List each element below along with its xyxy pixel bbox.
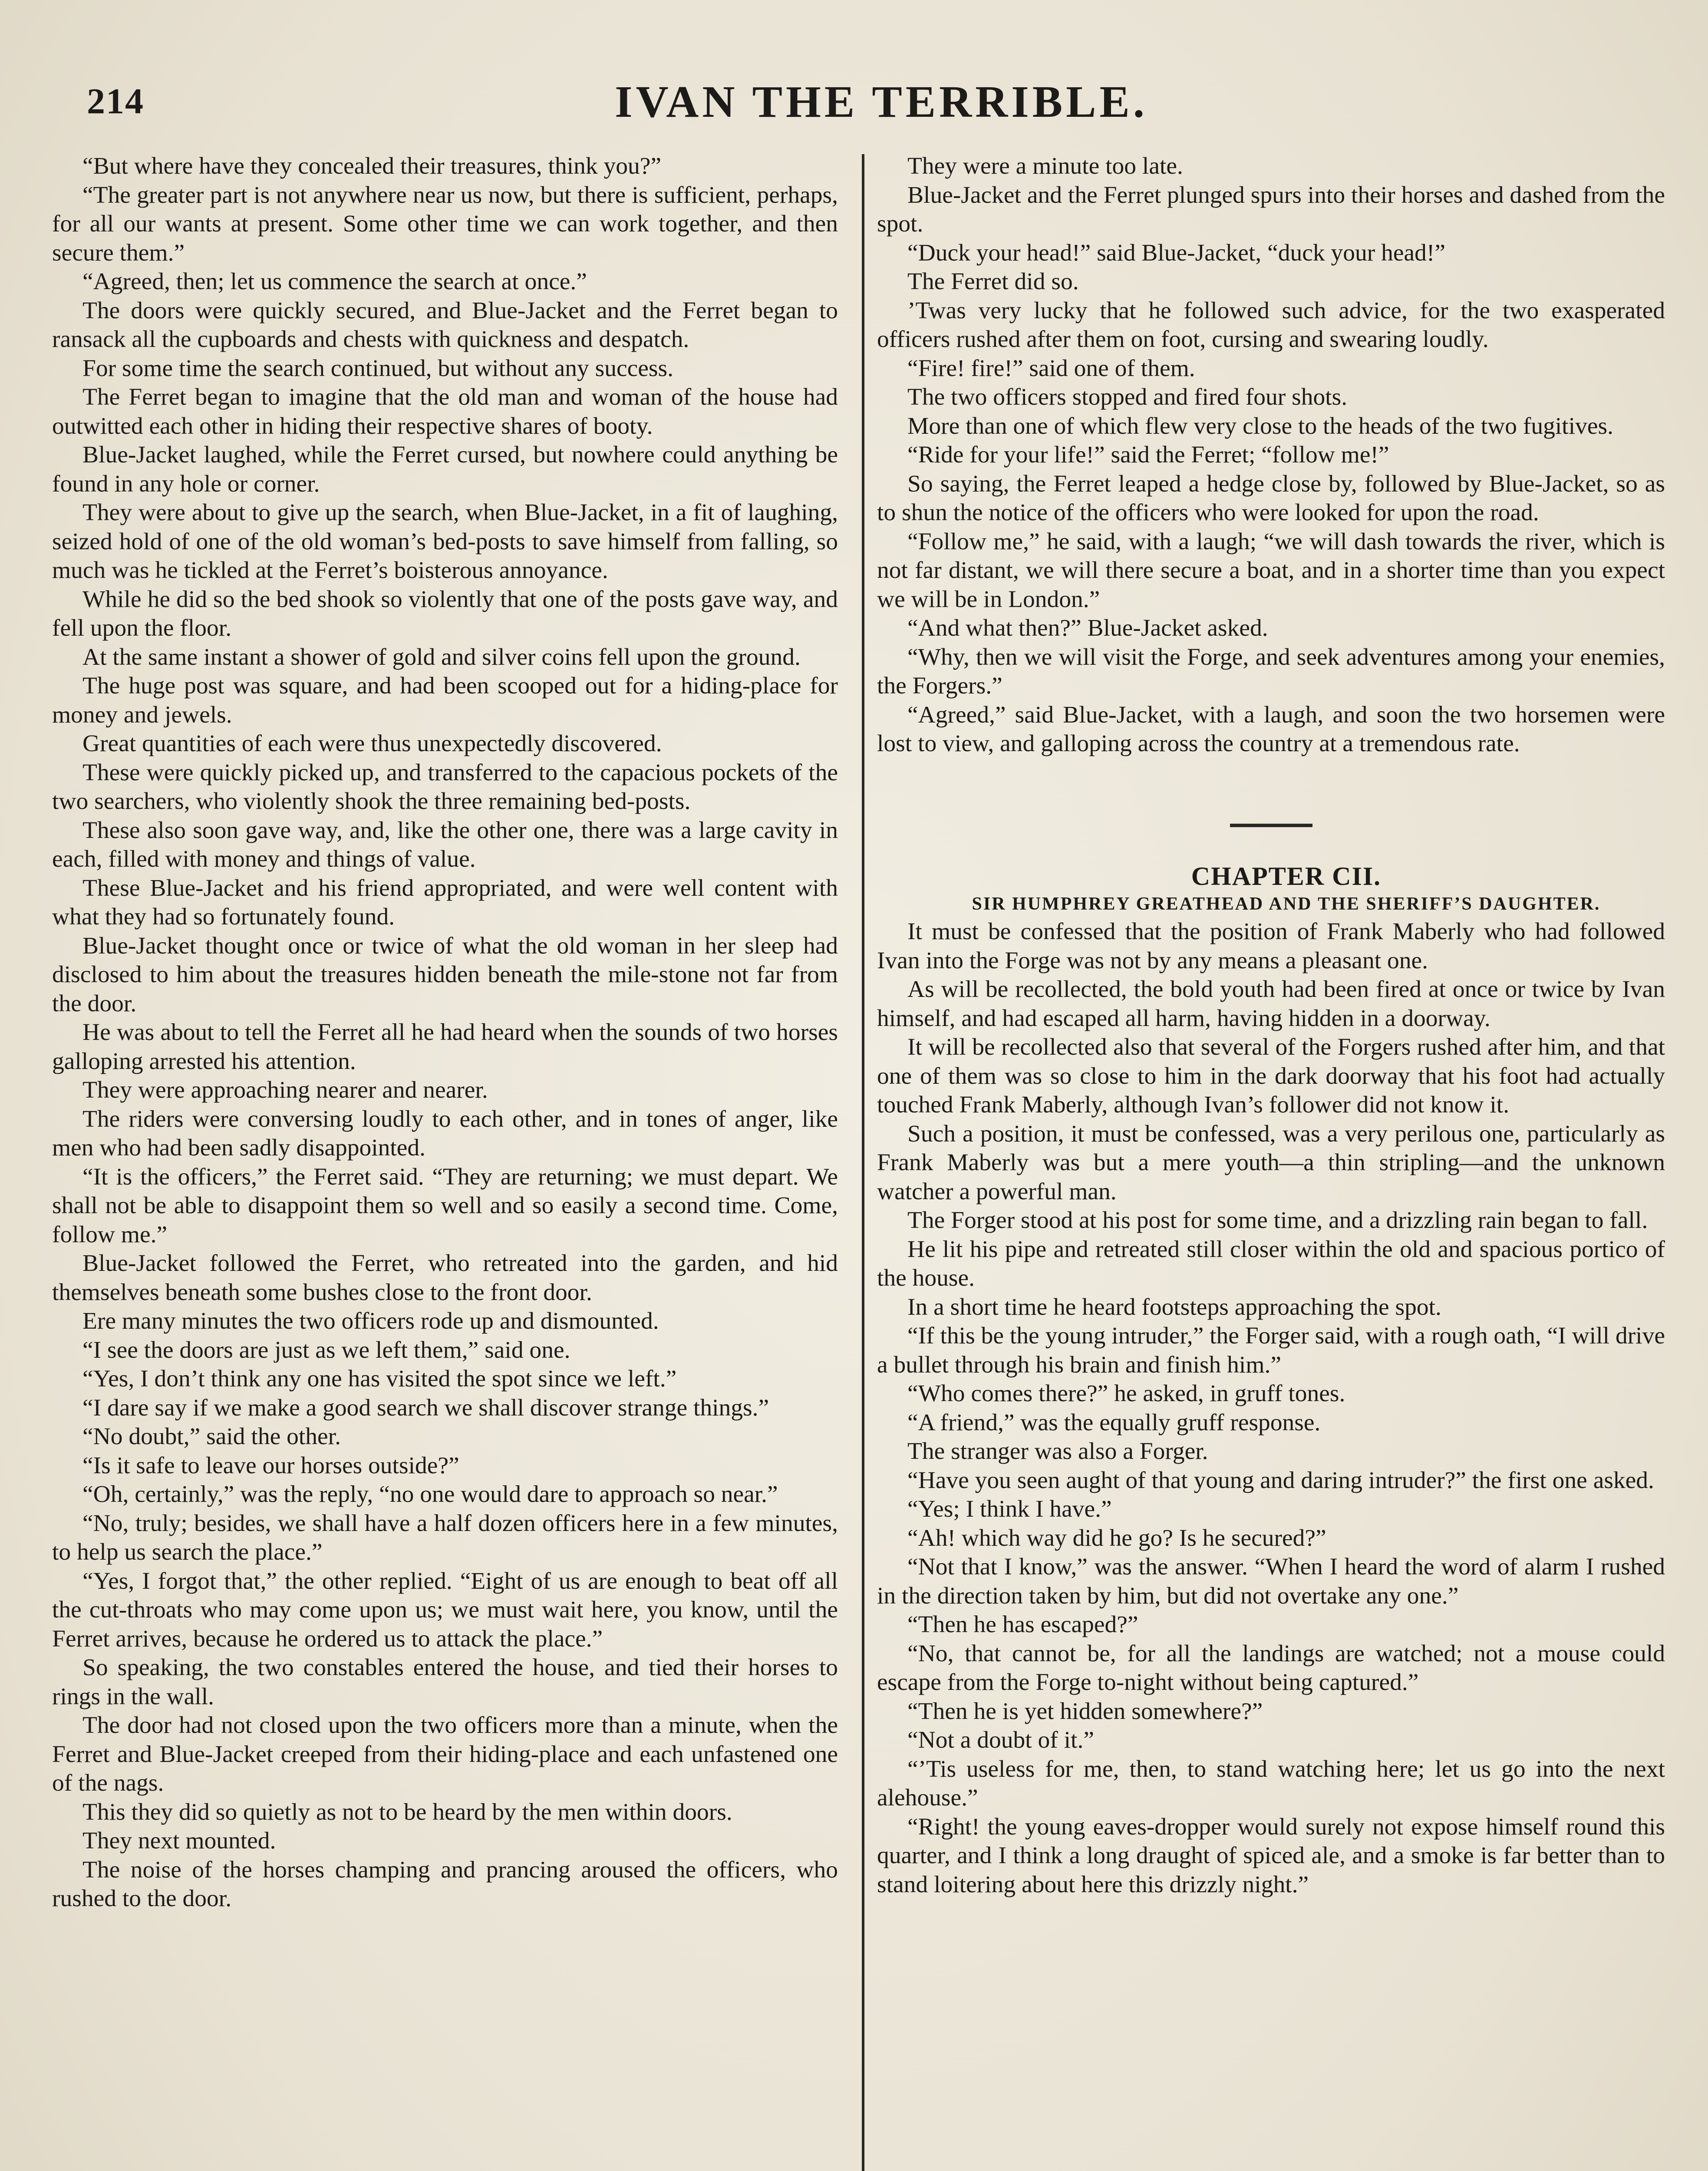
paragraph: The stranger was also a Forger. (907, 1438, 1208, 1465)
paragraph: “’Tis useless for me, then, to stand watching here; let us go into the next alehouse.” (877, 1755, 1665, 1811)
paragraph: “Agreed, then; let us commence the search at once.” (82, 268, 587, 295)
paragraph: These Blue-Jacket and his friend appropriated, and were well content with what they had so fortunately found. (52, 874, 838, 930)
paragraph: They next mounted. (82, 1828, 276, 1854)
page-header (78, 72, 1685, 137)
paragraph: Such a position, it must be confessed, was a very perilous one, particularly as Frank Maberly was but a mere youth—a thin stripling—and the unknown watcher a powerful man. (877, 1120, 1665, 1205)
paragraph: So speaking, the two constables entered the house, and tied their horses to rings in the wall. (52, 1654, 838, 1710)
paragraph: More than one of which flew very close to the heads of the two fugitives. (907, 412, 1614, 439)
paragraph: They were a minute too late. (907, 153, 1183, 179)
paragraph: “Ah! which way did he go? Is he secured?” (907, 1524, 1326, 1551)
paragraph: In a short time he heard footsteps approaching the spot. (907, 1293, 1441, 1320)
paragraph: These were quickly picked up, and transferred to the capacious pockets of the two searchers, who violently shook the three remaining bed-posts. (52, 759, 838, 815)
paragraph: “Why, then we will visit the Forge, and seek adventures among your enemies, the Forgers.” (877, 643, 1665, 699)
paragraph: “No doubt,” said the other. (82, 1423, 341, 1450)
paragraph: Great quantities of each were thus unexpectedly discovered. (82, 730, 662, 757)
paragraph: The door had not closed upon the two officers more than a minute, when the Ferret and Blue-Jacket creeped from their hiding-place and each unfastened one of the nags. (52, 1712, 838, 1796)
paragraph: The two officers stopped and fired four shots. (907, 384, 1348, 410)
paragraph: Blue-Jacket followed the Ferret, who retreated into the garden, and hid themselves beneath some bushes close to the front door. (52, 1250, 838, 1306)
paragraph: Blue-Jacket thought once or twice of what the old woman in her sleep had disclosed to him about the treasures hidden beneath the mile-stone not far from the door. (52, 932, 838, 1017)
paragraph: They were approaching nearer and nearer. (82, 1077, 488, 1103)
paragraph: “Then he has escaped?” (907, 1611, 1138, 1638)
paragraph: It will be recollected also that several of the Forgers rushed after him, and that one of them was so close to him in the dark doorway that his foot had actually touched Frank Maberly, although Ivan’s follower did not know it. (877, 1034, 1665, 1118)
chapter-subtitle: SIR HUMPHREY GREATHEAD AND THE SHERIFF’S DAUGHTER. (972, 894, 1601, 914)
paragraph: Blue-Jacket laughed, while the Ferret cursed, but nowhere could anything be found in any hole or corner. (52, 442, 838, 497)
paragraph: “And what then?” Blue-Jacket asked. (907, 615, 1268, 641)
paragraph: “Oh, certainly,” was the reply, “no one would dare to approach so near.” (82, 1481, 778, 1508)
paragraph: For some time the search continued, but without any success. (82, 355, 673, 382)
paragraph: “Have you seen aught of that young and daring intruder?” the first one asked. (907, 1467, 1654, 1494)
paragraph: The riders were conversing loudly to each other, and in tones of anger, like men who had been sadly disappointed. (52, 1105, 838, 1161)
paragraph: This they did so quietly as not to be heard by the men within doors. (82, 1798, 732, 1825)
paragraph: “Yes, I don’t think any one has visited the spot since we left.” (82, 1366, 677, 1392)
paragraph: “If this be the young intruder,” the Forger said, with a rough oath, “I will drive a bullet through his brain and finish him.” (877, 1323, 1665, 1378)
paragraph: “Follow me,” he said, with a laugh; “we will dash towards the river, which is not far distant, we will there secure a boat, and in a shorter time than you expect we will be in London.” (877, 528, 1665, 613)
paragraph: They were about to give up the search, when Blue-Jacket, in a fit of laughing, seized hold of one of the old woman’s bed-posts to save himself from falling, so much was he tickled at the Ferret’s boisterous annoyance. (52, 499, 838, 584)
paragraph: “I dare say if we make a good search we shall discover strange things.” (82, 1394, 769, 1421)
paragraph: The Ferret did so. (907, 268, 1079, 295)
paragraph: “Yes; I think I have.” (907, 1496, 1112, 1522)
running-title: IVAN THE TERRIBLE. (615, 77, 1148, 127)
paragraph: The Forger stood at his post for some time, and a drizzling rain began to fall. (907, 1207, 1648, 1234)
paragraph: At the same instant a shower of gold and silver coins fell upon the ground. (82, 643, 801, 670)
paragraph: “Yes, I forgot that,” the other replied. “Eight of us are enough to beat off all the cut-throats who may come upon us; we must wait here, you know, until the Ferret arrives, because he ordered us to attack the place.” (52, 1567, 838, 1652)
paragraph: While he did so the bed shook so violently that one of the posts gave way, and fell upon the floor. (52, 586, 838, 641)
paragraph: The huge post was square, and had been scooped out for a hiding-place for money and jewels. (52, 673, 838, 728)
paragraph: So saying, the Ferret leaped a hedge close by, followed by Blue-Jacket, so as to shun the notice of the officers who were looked for upon the road. (877, 470, 1665, 526)
column-divider (862, 154, 864, 2171)
paragraph: “No, truly; besides, we shall have a half dozen officers here in a few minutes, to help us search the place.” (52, 1510, 838, 1565)
right-column-before (877, 152, 1665, 759)
paragraph: As will be recollected, the bold youth had been fired at once or twice by Ivan himself, and had escaped all harm, having hidden in a doorway. (877, 976, 1665, 1032)
paragraph: The Ferret began to imagine that the old man and woman of the house had outwitted each other in hiding their respective shares of booty. (52, 384, 838, 439)
paragraph: “It is the officers,” the Ferret said. “They are returning; we must depart. We shall not be able to disappoint them so well and so easily a second time. Come, follow me.” (52, 1163, 838, 1248)
paragraph: “Not that I know,” was the answer. “When I heard the word of alarm I rushed in the direction taken by him, but did not overtake any one.” (877, 1554, 1665, 1609)
paragraph: “Ride for your life!” said the Ferret; “follow me!” (907, 442, 1389, 468)
page-number: 214 (87, 81, 144, 122)
paragraph: “Is it safe to leave our horses outside?” (82, 1452, 459, 1479)
paragraph: The noise of the horses champing and prancing aroused the officers, who rushed to the door. (52, 1856, 838, 1912)
paragraph: “Who comes there?” he asked, in gruff tones. (907, 1380, 1345, 1407)
paragraph: “A friend,” was the equally gruff response. (907, 1409, 1321, 1436)
paragraph: “No, that cannot be, for all the landings are watched; not a mouse could escape from the Forge to-night without being captured.” (877, 1640, 1665, 1696)
paragraph: The doors were quickly secured, and Blue-Jacket and the Ferret began to ransack all the cupboards and chests with quickness and despatch. (52, 297, 838, 353)
paragraph: These also soon gave way, and, like the other one, there was a large cavity in each, filled with money and things of value. (52, 817, 838, 872)
paragraph: He was about to tell the Ferret all he had heard when the sounds of two horses galloping arrested his attention. (52, 1019, 838, 1075)
paragraph: Ere many minutes the two officers rode up and dismounted. (82, 1308, 659, 1334)
paragraph: “Right! the young eaves-dropper would surely not expose himself round this quarter, and I think a long draught of spiced ale, and a smoke is far better than to stand loitering about here this drizzly night.” (877, 1813, 1665, 1898)
chapter-title: CHAPTER CII. (1191, 861, 1382, 891)
paragraph: “But where have they concealed their treasures, think you?” (82, 153, 661, 179)
paragraph: ’Twas very lucky that he followed such advice, for the two exasperated officers rushed after them on foot, cursing and swearing loudly. (877, 297, 1665, 353)
paragraph: Blue-Jacket and the Ferret plunged spurs into their horses and dashed from the spot. (877, 181, 1665, 237)
paragraph: “Duck your head!” said Blue-Jacket, “duck your head!” (907, 239, 1445, 266)
paragraph: “I see the doors are just as we left them,” said one. (82, 1336, 570, 1363)
left-column (52, 152, 838, 2171)
paragraph: “Then he is yet hidden somewhere?” (907, 1698, 1263, 1725)
paragraph: “Fire! fire!” said one of them. (907, 355, 1195, 382)
paragraph: He lit his pipe and retreated still closer within the old and spacious portico of the house. (877, 1236, 1665, 1291)
paragraph: “The greater part is not anywhere near us now, but there is sufficient, perhaps, for all our wants at present. Some other time we can work together, and then secure them.” (52, 181, 838, 266)
right-column (877, 152, 1665, 2171)
right-column-after (877, 917, 1665, 1899)
paragraph: It must be confessed that the position of Frank Maberly who had followed Ivan into the Forge was not by any means a pleasant one. (877, 918, 1665, 974)
paragraph: “Agreed,” said Blue-Jacket, with a laugh, and soon the two horsemen were lost to view, and galloping across the country at a tremendous rate. (877, 701, 1665, 757)
paragraph: “Not a doubt of it.” (907, 1727, 1095, 1753)
section-separator (1230, 824, 1312, 827)
